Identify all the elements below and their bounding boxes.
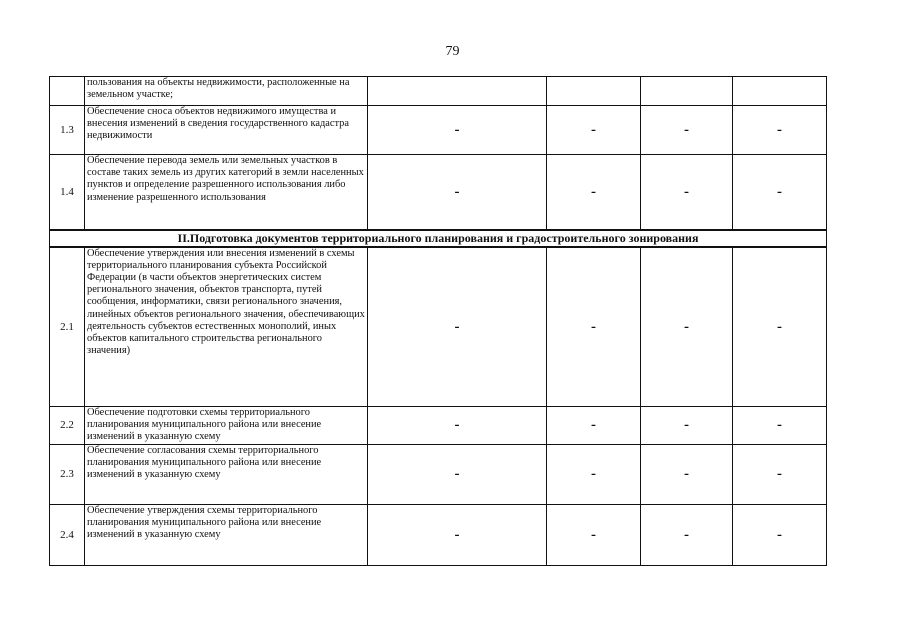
- value-cell: -: [733, 106, 827, 155]
- table-row: [50, 247, 827, 407]
- value-cell: -: [733, 155, 827, 230]
- value-cell: -: [641, 504, 733, 565]
- value-cell: -: [733, 504, 827, 565]
- value-cell: -: [368, 407, 547, 445]
- row-number: 2.2: [50, 407, 85, 445]
- row-description: Обеспечение подготовки схемы территориального планирования муниципального района или внесение изменений в указанную схему: [85, 407, 368, 445]
- table-row: [50, 407, 827, 445]
- row-number: 1.3: [50, 106, 85, 155]
- value-cell: -: [733, 444, 827, 504]
- row-description: Обеспечение сноса объектов недвижимого имущества и внесения изменений в сведения государственного кадастра недвижимости: [85, 106, 368, 155]
- row-number: [50, 77, 85, 106]
- value-cell: -: [547, 444, 641, 504]
- value-cell: -: [547, 106, 641, 155]
- value-cell: -: [733, 407, 827, 445]
- table-row: [50, 106, 827, 155]
- value-cell: -: [547, 504, 641, 565]
- row-number: 1.4: [50, 155, 85, 230]
- row-description: Обеспечение перевода земель или земельных участков в составе таких земель из других категорий в земли населенных пунктов и определение разрешенного использования либо изменение разрешенного использования: [85, 155, 368, 230]
- planning-table: [49, 76, 827, 566]
- section-header-row: [50, 230, 827, 247]
- value-cell: -: [641, 247, 733, 407]
- row-description: Обеспечение утверждения схемы территориального планирования муниципального района или внесение изменений в указанную схему: [85, 504, 368, 565]
- value-cell: [733, 77, 827, 106]
- value-cell: -: [733, 247, 827, 407]
- table-row: [50, 444, 827, 504]
- table-row: [50, 504, 827, 565]
- row-number: 2.3: [50, 444, 85, 504]
- value-cell: -: [368, 247, 547, 407]
- row-description: Обеспечение согласования схемы территориального планирования муниципального района или внесение изменений в указанную схему: [85, 444, 368, 504]
- value-cell: [547, 77, 641, 106]
- value-cell: [641, 77, 733, 106]
- value-cell: -: [368, 106, 547, 155]
- row-number: 2.4: [50, 504, 85, 565]
- value-cell: -: [547, 247, 641, 407]
- value-cell: -: [641, 106, 733, 155]
- value-cell: -: [368, 504, 547, 565]
- value-cell: -: [368, 444, 547, 504]
- row-number: 2.1: [50, 247, 85, 407]
- page-number: 79: [445, 44, 460, 59]
- value-cell: -: [641, 444, 733, 504]
- row-description: Обеспечение утверждения или внесения изменений в схемы территориального планирования субъекта Российской Федерации (в части объектов энергетических систем регионального значения, объектов транспорта, путей сообщения, информатики, связи регионального значения, линейных объектов регионального значения, обеспечивающих деятельность субъектов естественных монополий, иных объектов капитального строительства регионального значения): [85, 247, 368, 407]
- value-cell: -: [641, 155, 733, 230]
- table-row: [50, 77, 827, 106]
- value-cell: -: [547, 407, 641, 445]
- value-cell: -: [368, 155, 547, 230]
- value-cell: -: [547, 155, 641, 230]
- row-description: пользования на объекты недвижимости, расположенные на земельном участке;: [85, 77, 368, 106]
- table-row: [50, 155, 827, 230]
- section-title: II.Подготовка документов территориального планирования и градостроительного зонирования: [50, 230, 827, 247]
- value-cell: -: [641, 407, 733, 445]
- value-cell: [368, 77, 547, 106]
